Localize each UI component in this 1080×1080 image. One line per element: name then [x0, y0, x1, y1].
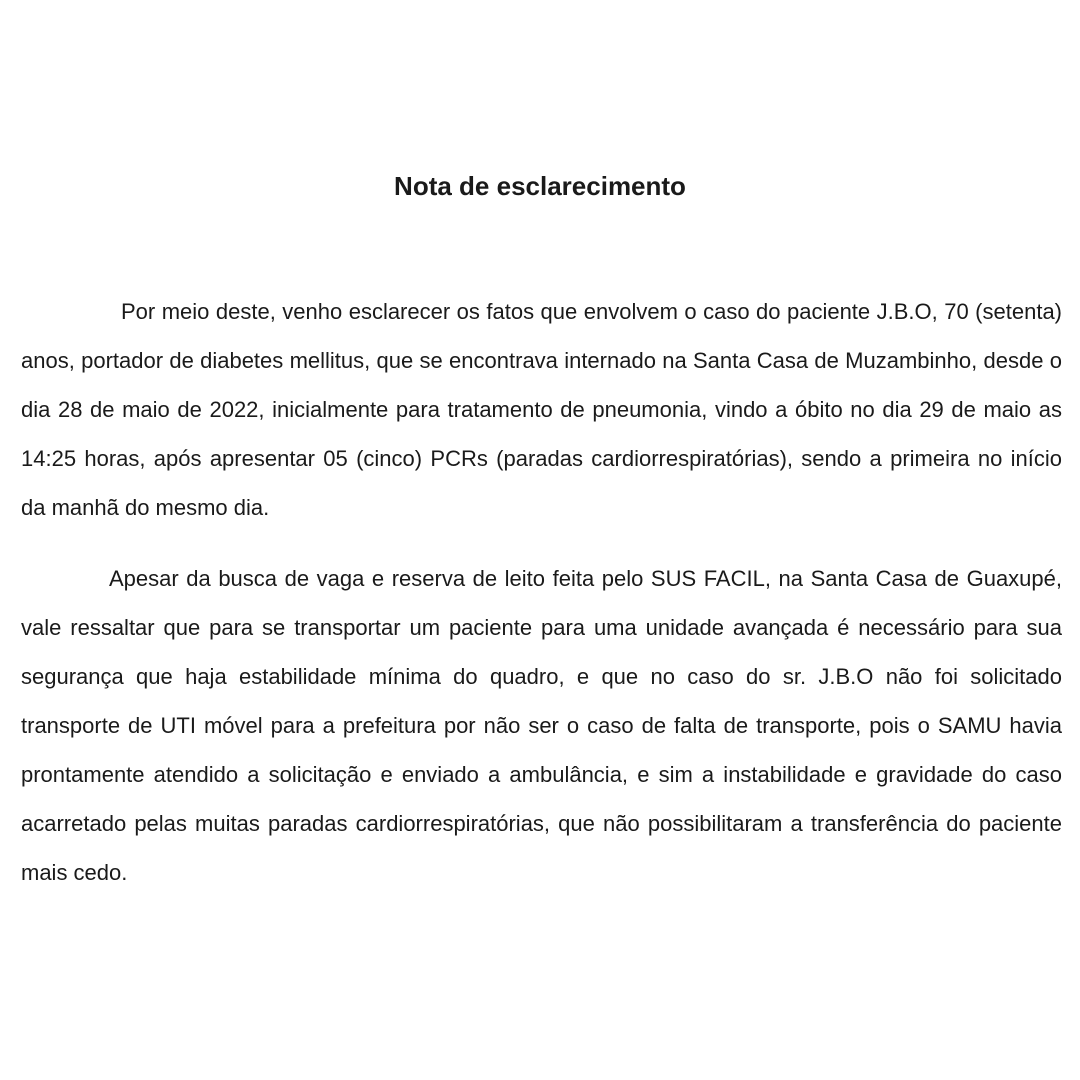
paragraph-1: Por meio deste, venho esclarecer os fatos que envolvem o caso do paciente J.B.O, 70 (setenta) anos, portador de diabetes mellitus, que se encontrava internado na Santa Casa de Muzambinho, desde o dia 28 de maio de 2022, inicialmente para tratamento de pneumonia, vindo a óbito no dia 29 de maio as 14:25 horas, após apresentar 05 (cinco) PCRs (paradas cardiorrespiratórias), sendo a primeira no início da manhã do mesmo dia. [21, 299, 1062, 520]
paragraph-2: Apesar da busca de vaga e reserva de leito feita pelo SUS FACIL, na Santa Casa de Guaxupé, vale ressaltar que para se transportar um paciente para uma unidade avançada é necessário para sua segurança que haja estabilidade mínima do quadro, e que no caso do sr. J.B.O não foi solicitado transporte de UTI móvel para a prefeitura por não ser o caso de falta de transporte, pois o SAMU havia prontamente atendido a solicitação e enviado a ambulância, e sim a instabilidade e gravidade do caso acarretado pelas muitas paradas cardiorrespiratórias, que não possibilitaram a transferência do paciente mais cedo. [21, 566, 1062, 885]
document-title: Nota de esclarecimento [394, 171, 686, 201]
